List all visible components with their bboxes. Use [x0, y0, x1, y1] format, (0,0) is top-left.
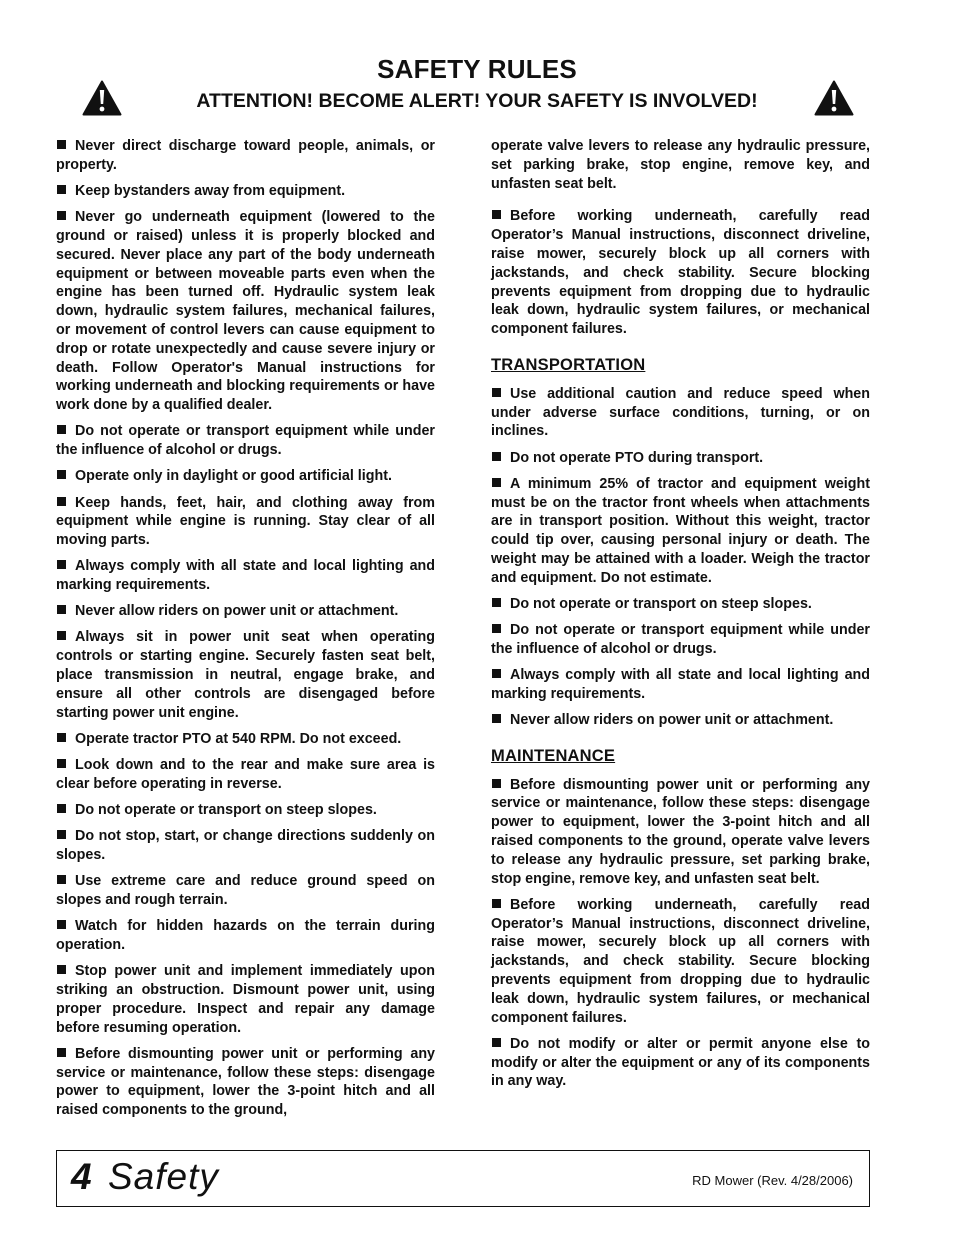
safety-rule	[56, 756, 435, 794]
rule-text: Do not stop, start, or change directions suddenly on slopes.	[56, 828, 435, 863]
rule-text: Always comply with all state and local lighting and marking requirements.	[491, 667, 870, 702]
maintenance-heading: MAINTENANCE	[491, 746, 616, 765]
left-column	[56, 137, 435, 1120]
bullet-square-icon	[57, 425, 66, 434]
safety-rule	[56, 872, 435, 910]
safety-rule	[56, 137, 435, 175]
safety-rule	[56, 962, 435, 1037]
bullet-square-icon	[57, 830, 66, 839]
page-number: 4	[71, 1156, 92, 1197]
rule-text: Keep hands, feet, hair, and clothing away from equipment while engine is running. Stay clear of all moving parts.	[56, 494, 435, 549]
bullet-square-icon	[57, 470, 66, 479]
rule-text: Watch for hidden hazards on the terrain during operation.	[56, 918, 435, 953]
rule-text: Never allow riders on power unit or attachment.	[75, 603, 399, 620]
bullet-square-icon	[57, 560, 66, 569]
document-revision: RD Mower (Rev. 4/28/2006)	[692, 1173, 853, 1188]
safety-rule	[491, 776, 870, 889]
safety-rule	[491, 385, 870, 441]
bullet-square-icon	[492, 452, 501, 461]
section-name: Safety	[108, 1156, 219, 1197]
transportation-heading: TRANSPORTATION	[491, 355, 646, 374]
bullet-square-icon	[492, 1038, 501, 1047]
rule-continuation: operate valve levers to release any hydraulic pressure, set parking brake, stop engine, remove key, and unfasten seat belt.	[491, 138, 870, 192]
safety-rule	[491, 621, 870, 659]
warning-triangle-icon	[814, 80, 854, 116]
bullet-square-icon	[57, 804, 66, 813]
rule-text: Always comply with all state and local lighting and marking requirements.	[56, 558, 435, 594]
rule-text: Use additional caution and reduce speed when under adverse surface conditions, turning, or on inclines.	[491, 385, 870, 440]
page-header	[0, 52, 954, 122]
bullet-square-icon	[57, 185, 66, 194]
rule-text: Before working underneath, carefully read Operator’s Manual instructions, disconnect driveline, raise mower, securely block up all corners with jackstands, and check stability. Secure blocking prevents equipment from dropping due to hydraulic leak down, hydraulic system failures, or mechanical component failures.	[491, 896, 870, 1026]
safety-rule	[491, 711, 870, 730]
safety-rule	[56, 730, 435, 749]
rule-text: A minimum 25% of tractor and equipment weight must be on the tractor front wheels when attachments are in transport position. Without this weight, tractor could tip over, causing personal injury or death. The weight may be attained with a loader. Weigh the tractor and equipment. Do not estimate.	[491, 475, 870, 586]
safety-rule	[56, 628, 435, 722]
safety-rule	[491, 595, 870, 614]
rule-text: Look down and to the rear and make sure area is clear before operating in reverse.	[56, 757, 435, 792]
bullet-square-icon	[492, 624, 501, 633]
rule-text: Stop power unit and implement immediately upon striking an obstruction. Dismount power unit, using proper procedure. Inspect and repair any damage before resuming operation.	[56, 963, 435, 1036]
bullet-square-icon	[57, 605, 66, 614]
bullet-square-icon	[57, 211, 66, 220]
bullet-square-icon	[57, 733, 66, 742]
bullet-square-icon	[57, 759, 66, 768]
rule-text: Before working underneath, carefully read Operator’s Manual instructions, disconnect driveline, raise mower, securely block up all corners with jackstands, and check stability. Secure blocking prevents equipment from dropping due to hydraulic leak down, hydraulic system failures, or mechanical component failures.	[491, 208, 870, 338]
bullet-square-icon	[57, 140, 66, 149]
bullet-square-icon	[492, 478, 501, 487]
rule-text: Do not modify or alter or permit anyone else to modify or alter the equipment or any of its components in any way.	[491, 1035, 870, 1090]
safety-rule	[56, 827, 435, 865]
safety-rule	[56, 208, 435, 415]
rule-text: Before dismounting power unit or performing any service or maintenance, follow these steps: disengage power to equipment, lower the 3-point hitch and all raised components to the ground,	[56, 1045, 435, 1119]
safety-rule	[56, 182, 435, 201]
rule-text: Operate tractor PTO at 540 RPM. Do not exceed.	[75, 730, 402, 747]
bullet-square-icon	[57, 631, 66, 640]
bullet-square-icon	[492, 669, 501, 678]
page-footer	[56, 1150, 870, 1207]
bullet-square-icon	[492, 598, 501, 607]
safety-rule	[56, 494, 435, 550]
safety-rule	[491, 666, 870, 704]
rule-text: Use extreme care and reduce ground speed on slopes and rough terrain.	[56, 873, 435, 908]
rule-text: Do not operate or transport equipment while under the influence of alcohol or drugs.	[491, 622, 870, 657]
bullet-square-icon	[57, 920, 66, 929]
safety-rule	[491, 896, 870, 1028]
bullet-square-icon	[492, 779, 501, 788]
bullet-square-icon	[57, 1048, 66, 1057]
rule-text: Do not operate or transport equipment while under the influence of alcohol or drugs.	[56, 423, 435, 459]
page-title: SAFETY RULES	[377, 54, 577, 84]
safety-rule	[56, 602, 435, 621]
safety-rule	[56, 1045, 435, 1120]
rule-text: Do not operate PTO during transport.	[510, 449, 764, 466]
rule-text: Always sit in power unit seat when operating controls or starting engine. Securely fasten seat belt, place transmission in neutral, engage brake, and ensure all other controls are disengaged before starting power unit engine.	[56, 629, 435, 721]
safety-rule	[491, 207, 870, 339]
bullet-square-icon	[492, 899, 501, 908]
bullet-square-icon	[492, 210, 501, 219]
safety-rule	[491, 449, 870, 468]
bullet-square-icon	[57, 497, 66, 506]
safety-rule	[56, 422, 435, 460]
rule-text: Operate only in daylight or good artificial light.	[75, 468, 392, 485]
rule-text: Do not operate or transport on steep slopes.	[75, 802, 377, 818]
bullet-square-icon	[492, 714, 501, 723]
rule-text: Keep bystanders away from equipment.	[75, 182, 346, 199]
rule-text: Never allow riders on power unit or attachment.	[510, 712, 834, 729]
bullet-square-icon	[57, 965, 66, 974]
right-column	[491, 137, 870, 1091]
safety-rule	[56, 801, 435, 820]
safety-rule	[56, 467, 435, 486]
rule-text: Never direct discharge toward people, animals, or property.	[56, 138, 435, 173]
safety-rule	[491, 1035, 870, 1091]
bullet-square-icon	[492, 388, 501, 397]
safety-rule	[56, 917, 435, 955]
safety-rule	[56, 557, 435, 595]
page-subtitle: ATTENTION! BECOME ALERT! YOUR SAFETY IS INVOLVED!	[196, 90, 758, 112]
rule-text: Do not operate or transport on steep slopes.	[510, 595, 812, 612]
safety-rule	[491, 475, 870, 588]
rule-text: Never go underneath equipment (lowered to the ground or raised) unless it is properly blocked and secured. Never place any part of the body underneath equipment or between moveable parts even when the engine has been turned off. Hydraulic system leak down, hydraulic system failures, mechanical failures, or movement of control levers can cause equipment to drop or rotate unexpectedly and cause severe injury or death. Follow Operator's Manual instructions for working underneath and blocking requirements or have work done by a qualified dealer.	[56, 209, 435, 414]
rule-text: Before dismounting power unit or performing any service or maintenance, follow these steps: disengage power to equipment, lower the 3-point hitch and all raised components to the ground, operate valve levers to release any hydraulic pressure, set parking brake, stop engine, remove key, and unfasten seat belt.	[491, 776, 870, 887]
bullet-square-icon	[57, 875, 66, 884]
